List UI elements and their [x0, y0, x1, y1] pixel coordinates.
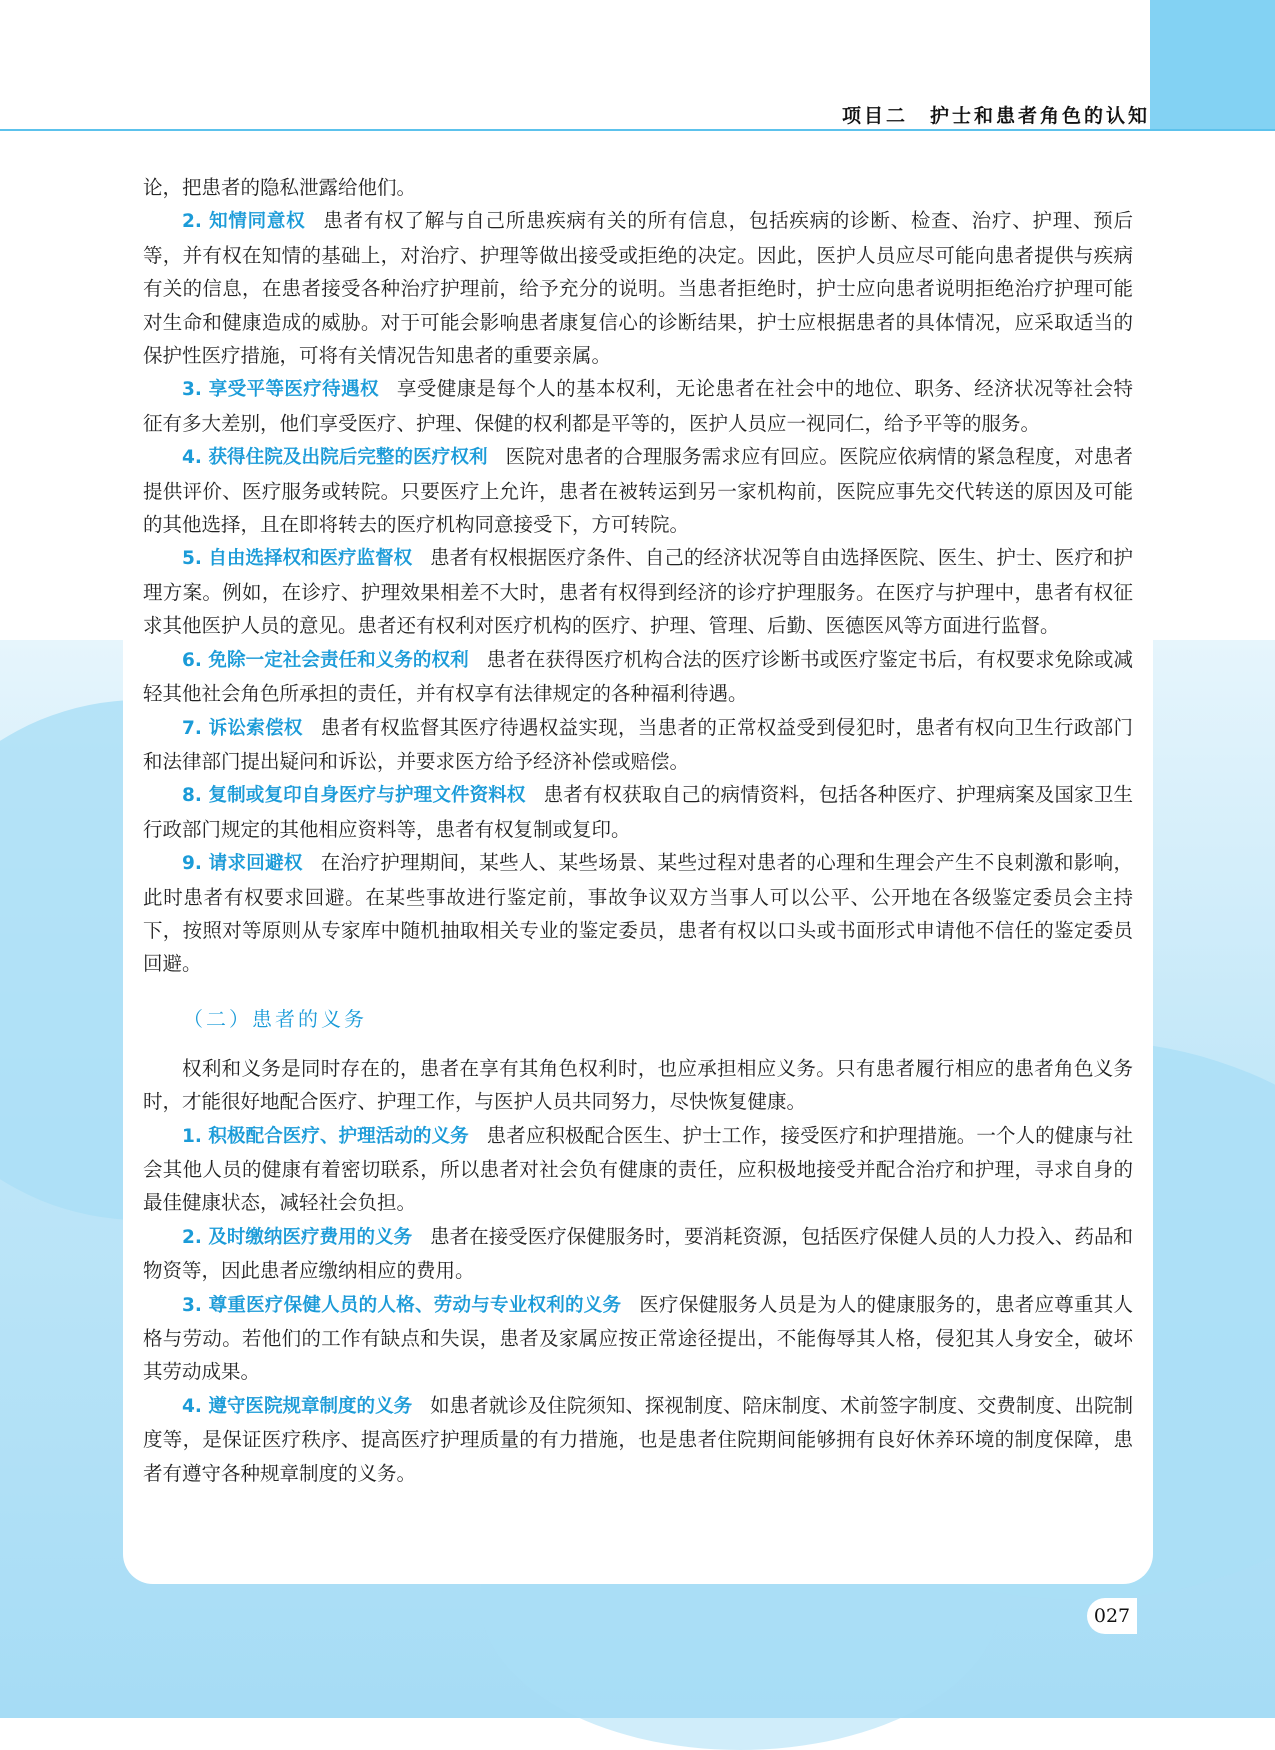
rights-item [143, 372, 1133, 440]
rights-item [143, 643, 1133, 711]
rights-text: 医院对患者的合理服务需求应有回应。医院应依病情的紧急程度，对患者提供评价、医疗服务或转院。只要医疗上允许，患者在被转运到另一家机构前，医院应事先交代转送的原因及可能的其他选择，且在即将转去的医疗机构同意接受下，方可转院。 [143, 445, 1133, 537]
header-rule [0, 129, 1275, 131]
rights-text: 患者在获得医疗机构合法的医疗诊断书或医疗鉴定书后，有权要求免除或减轻其他社会角色所承担的责任，并有权享有法律规定的各种福利待遇。 [143, 647, 1133, 706]
header-corner-band [1150, 0, 1275, 130]
page-content [143, 171, 1133, 1490]
rights-text: 患者有权了解与自己所患疾病有关的所有信息，包括疾病的诊断、检查、治疗、护理、预后等，并有权在知情的基础上，对治疗、护理等做出接受或拒绝的决定。因此，医护人员应尽可能向患者提供与疾病有关的信息，在患者接受各种治疗护理前，给予充分的说明。当患者拒绝时，护士应向患者说明拒绝治疗护理可能对生命和健康造成的威胁。对于可能会影响患者康复信心的诊断结果，护士应根据患者的具体情况，应采取适当的保护性医疗措施，可将有关情况告知患者的重要亲属。 [143, 209, 1133, 368]
duties-text: 医疗保健服务人员是为人的健康服务的，患者应尊重其人格与劳动。若他们的工作有缺点和失误，患者及家属应按正常途径提出，不能侮辱其人格，侵犯其人身安全，破坏其劳动成果。 [143, 1292, 1133, 1384]
section-heading: （二）患者的义务 [183, 1006, 367, 1031]
duties-text: 患者在接受医疗保健服务时，要消耗资源，包括医疗保健人员的人力投入、药品和物资等，因此患者应缴纳相应的费用。 [143, 1224, 1133, 1283]
duties-item [143, 1288, 1133, 1389]
rights-term: 9. 请求回避权 [182, 853, 303, 875]
page-number: 027 [1087, 1598, 1137, 1634]
running-header: 项目二 护士和患者角色的认知 [841, 105, 1150, 127]
paragraph-continuation: 论，把患者的隐私泄露给他们。 [143, 176, 417, 199]
duties-item [143, 1119, 1133, 1220]
rights-term: 5. 自由选择权和医疗监督权 [182, 548, 413, 570]
duties-text: 如患者就诊及住院须知、探视制度、陪床制度、术前签字制度、交费制度、出院制度等，是保证医疗秩序、提高医疗护理质量的有力措施，也是患者住院期间能够拥有良好休养环境的制度保障，患者有遵守各种规章制度的义务。 [143, 1393, 1133, 1485]
rights-term: 8. 复制或复印自身医疗与护理文件资料权 [182, 785, 526, 807]
rights-term: 7. 诉讼索偿权 [182, 717, 303, 739]
rights-item [143, 711, 1133, 779]
duties-item [143, 1220, 1133, 1288]
duties-term: 4. 遵守医院规章制度的义务 [182, 1395, 413, 1417]
rights-term: 6. 免除一定社会责任和义务的权利 [182, 649, 469, 671]
rights-text: 患者有权获取自己的病情资料，包括各种医疗、护理病案及国家卫生行政部门规定的其他相应资料等，患者有权复制或复印。 [143, 783, 1133, 841]
rights-item [143, 204, 1133, 372]
rights-text: 患者有权根据医疗条件、自己的经济状况等自由选择医院、医生、护士、医疗和护理方案。例如，在诊疗、护理效果相差不大时，患者有权得到经济的诊疗护理服务。在医疗与护理中，患者有权征求其他医护人员的意见。患者还有权利对医疗机构的医疗、护理、管理、后勤、医德医风等方面进行监督。 [143, 546, 1133, 638]
rights-item [143, 541, 1133, 642]
rights-term: 3. 享受平等医疗待遇权 [182, 379, 379, 401]
duties-item [143, 1389, 1133, 1490]
duties-term: 1. 积极配合医疗、护理活动的义务 [182, 1125, 469, 1147]
duties-term: 2. 及时缴纳医疗费用的义务 [182, 1226, 413, 1248]
duties-term: 3. 尊重医疗保健人员的人格、劳动与专业权利的义务 [182, 1294, 622, 1316]
duties-intro: 权利和义务是同时存在的，患者在享有其角色权利时，也应承担相应义务。只有患者履行相应的患者角色义务时，才能很好地配合医疗、护理工作，与医护人员共同努力，尽快恢复健康。 [143, 1056, 1133, 1114]
rights-term: 2. 知情同意权 [182, 211, 306, 233]
rights-term: 4. 获得住院及出院后完整的医疗权利 [182, 447, 488, 469]
rights-text: 享受健康是每个人的基本权利，无论患者在社会中的地位、职务、经济状况等社会特征有多大差别，他们享受医疗、护理、保健的权利都是平等的，医护人员应一视同仁，给予平等的服务。 [143, 377, 1133, 435]
rights-text: 在治疗护理期间，某些人、某些场景、某些过程对患者的心理和生理会产生不良刺激和影响，此时患者有权要求回避。在某些事故进行鉴定前，事故争议双方当事人可以公平、公开地在各级鉴定委员会主持下，按照对等原则从专家库中随机抽取相关专业的鉴定委员，患者有权以口头或书面形式申请他不信任的鉴定委员回避。 [143, 851, 1133, 976]
rights-item [143, 440, 1133, 541]
rights-item [143, 846, 1133, 981]
rights-item [143, 778, 1133, 846]
rights-text: 患者有权监督其医疗待遇权益实现，当患者的正常权益受到侵犯时，患者有权向卫生行政部门和法律部门提出疑问和诉讼，并要求医方给予经济补偿或赔偿。 [143, 715, 1133, 773]
duties-text: 患者应积极配合医生、护士工作，接受医疗和护理措施。一个人的健康与社会其他人员的健康有着密切联系，所以患者对社会负有健康的责任，应积极地接受并配合治疗和护理，寻求自身的最佳健康状态，减轻社会负担。 [143, 1123, 1133, 1215]
